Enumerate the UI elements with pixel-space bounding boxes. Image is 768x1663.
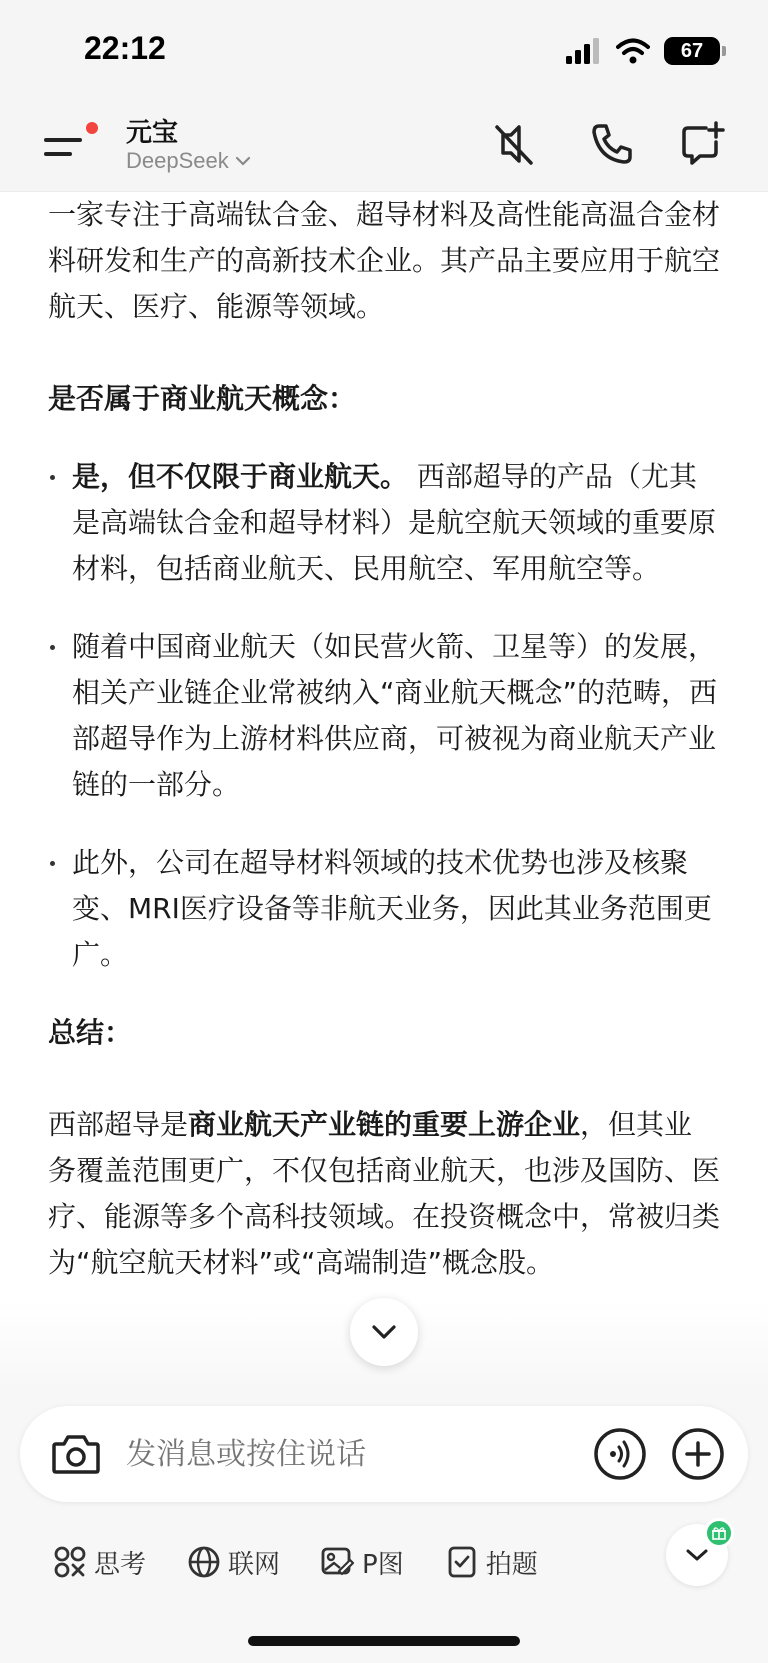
- mute-voice-button[interactable]: [488, 118, 540, 170]
- chat-header: [0, 96, 768, 192]
- new-chat-icon: [678, 120, 726, 168]
- list-item-bold: 是，但不仅限于商业航天。: [72, 460, 409, 493]
- summary-bold: 商业航天产业链的重要上游企业: [188, 1108, 581, 1141]
- tool-bar: [52, 1540, 578, 1584]
- camera-icon: [48, 1426, 104, 1482]
- message-input[interactable]: [126, 1432, 546, 1476]
- status-time: 22:12: [84, 30, 166, 66]
- summary-pre: 西部超导是: [48, 1108, 189, 1141]
- intro-paragraph: 一家专注于高端钛合金、超导材料及高性能高温合金材料研发和生产的高新技术企业。其产品主要应用于航空航天、医疗、能源等领域。: [48, 198, 720, 323]
- list-item: [48, 624, 720, 808]
- list-item-text: 西部超导的产品（尤其是高端钛合金和超导材料）是航空航天领域的重要原材料，包括商业航天、民用航空、军用航空等。: [72, 460, 717, 585]
- call-button[interactable]: [586, 118, 638, 170]
- chevron-down-icon: [685, 1547, 709, 1563]
- menu-button[interactable]: [44, 116, 100, 172]
- voice-input-button[interactable]: [592, 1426, 648, 1482]
- list-item: [48, 454, 720, 592]
- model-selector[interactable]: [126, 148, 251, 174]
- tool-image-edit[interactable]: [320, 1540, 404, 1584]
- assistant-message: [48, 192, 720, 1384]
- new-chat-button[interactable]: [676, 118, 728, 170]
- message-input-bar: [20, 1406, 748, 1502]
- image-edit-icon: [320, 1544, 356, 1580]
- scroll-to-bottom-button[interactable]: [350, 1298, 418, 1366]
- tool-label: 思考: [94, 1549, 147, 1580]
- tool-web-search[interactable]: [186, 1540, 280, 1584]
- voice-off-icon: [491, 121, 537, 167]
- gift-icon: [711, 1525, 727, 1541]
- model-name: DeepSeek: [126, 148, 229, 173]
- tool-think[interactable]: [52, 1540, 146, 1584]
- home-indicator: [248, 1636, 520, 1646]
- status-bar: [0, 0, 768, 96]
- list-item: [48, 840, 720, 978]
- tool-label: P图: [362, 1549, 404, 1580]
- app-title: 元宝: [126, 118, 179, 148]
- wifi-icon: [616, 38, 650, 64]
- camera-button[interactable]: [48, 1426, 104, 1482]
- phone-icon: [589, 121, 635, 167]
- section-heading: 是否属于商业航天概念：: [48, 382, 357, 415]
- tool-label: 联网: [228, 1549, 281, 1580]
- battery-indicator: 67: [664, 37, 720, 65]
- voice-wave-icon: [592, 1426, 648, 1482]
- question-scan-icon: [444, 1544, 480, 1580]
- chevron-down-icon: [371, 1323, 397, 1341]
- signal-icon: [566, 38, 602, 64]
- tool-question-scan[interactable]: [444, 1540, 538, 1584]
- status-icons: [566, 36, 720, 66]
- think-icon: [52, 1544, 88, 1580]
- summary-heading: 总结：: [48, 1016, 133, 1049]
- tool-label: 拍题: [485, 1549, 538, 1580]
- summary-paragraph: [48, 1102, 720, 1286]
- notification-dot: [86, 122, 98, 134]
- list-item-text: 此外，公司在超导材料领域的技术优势也涉及核聚变、MRI医疗设备等非航天业务，因此其业务范围更广。: [72, 846, 712, 971]
- summary-post: ，但其业务覆盖范围更广，不仅包括商业航天，也涉及国防、医疗、能源等多个高科技领域。在投资概念中，常被归类为“航空航天材料”或“高端制造”概念股。: [48, 1108, 720, 1279]
- composer-area: [0, 1384, 768, 1663]
- list-item-text: 随着中国商业航天（如民营火箭、卫星等）的发展，相关产业链企业常被纳入“商业航天概念”的范畴，西部超导作为上游材料供应商，可被视为商业航天产业链的一部分。: [72, 630, 718, 801]
- gift-badge[interactable]: [704, 1518, 734, 1548]
- globe-icon: [186, 1544, 222, 1580]
- chevron-down-icon: [235, 155, 251, 167]
- add-attachment-button[interactable]: [670, 1426, 726, 1482]
- plus-icon: [670, 1426, 726, 1482]
